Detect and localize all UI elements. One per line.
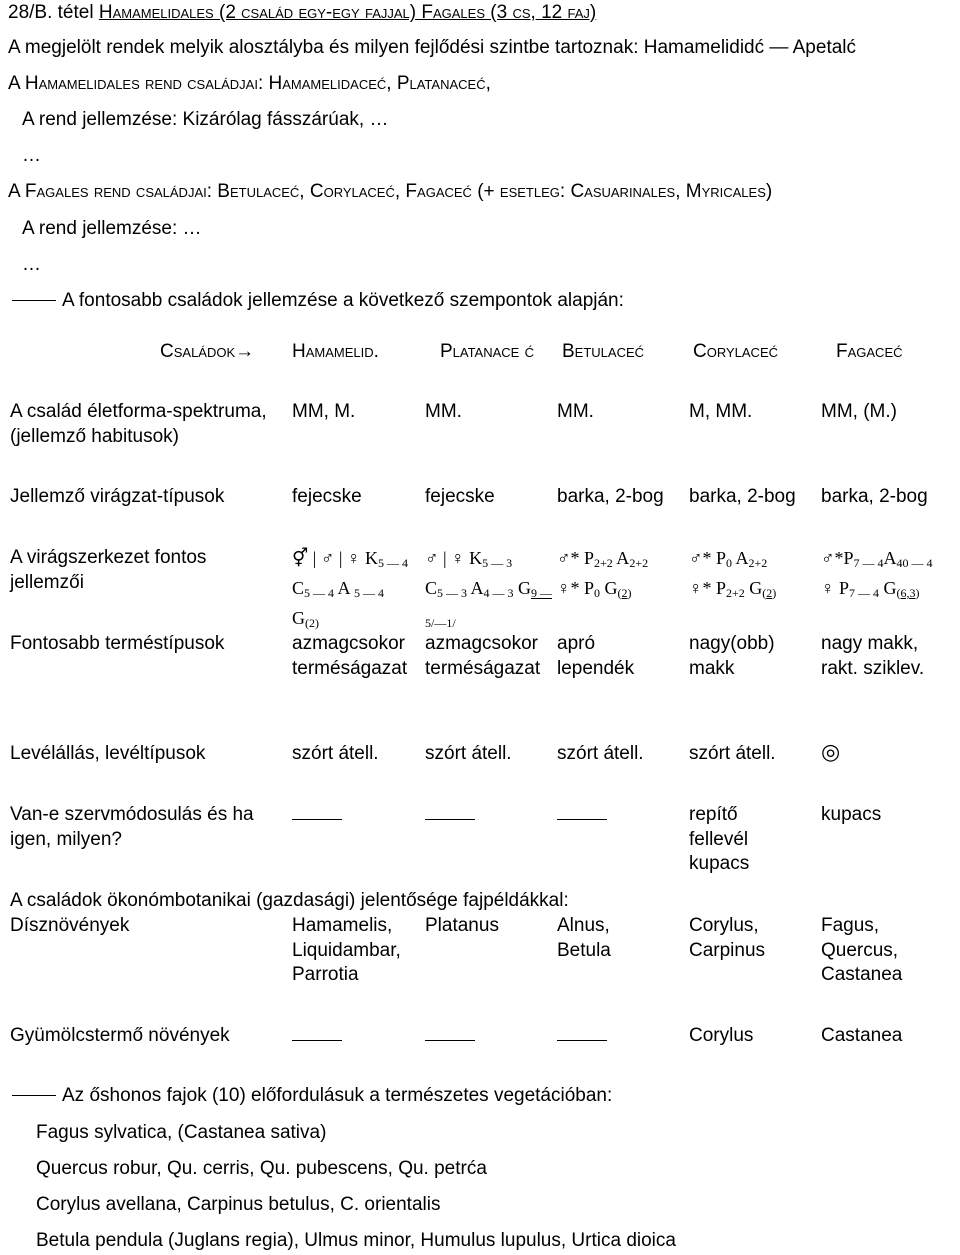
flower-formula: ♂* $P_{2+2}$ $A_{2+2}$ ♀* $P_0$ $G_{(2)}$ — [557, 548, 649, 600]
intro-line: … — [22, 254, 41, 275]
table-cell: Fagus, Quercus, Castanea — [821, 915, 903, 985]
spiral-icon: ◎ — [821, 739, 841, 764]
species-line: Quercus robur, Qu. cerris, Qu. pubescens, Qu. petrća — [36, 1158, 487, 1179]
table-cell: MM, M. — [292, 401, 356, 422]
row-label: Gyümölcstermő növények — [10, 1025, 230, 1046]
row-label: Van-e szervmódosulás és ha igen, milyen? — [10, 804, 254, 850]
table-cell: nagy(obb) makk — [689, 633, 775, 679]
table-cell: MM. — [557, 401, 594, 422]
table-cell: Corylus, Carpinus — [689, 915, 766, 961]
table-cell — [425, 1024, 475, 1049]
table-cell: M, MM. — [689, 401, 753, 422]
flower-formula: ♂ | ♀ $K_{5 — 3}$ $C_{5 — 3}$ $A_{4 — 3}$ $G_{9 —}$ $_{5/—1/}$ — [425, 548, 553, 630]
table-cell: barka, 2-bog — [689, 486, 796, 507]
dash-mark — [12, 300, 56, 301]
table-cell: azmagcsokor terméságazat — [425, 633, 541, 679]
table-cell: Corylus — [689, 1025, 754, 1046]
species-line: Fagus sylvatica, (Castanea sativa) — [36, 1122, 327, 1143]
table-cell: Alnus, Betula — [557, 915, 611, 961]
species-line: Corylus avellana, Carpinus betulus, C. orientalis — [36, 1194, 441, 1215]
column-header: Betulaceć — [562, 341, 645, 362]
table-cell: Hamamelis, Liquidambar, Parrotia — [292, 915, 401, 985]
native-title: Az őshonos fajok (10) előfordulásuk a természetes vegetációban: — [12, 1084, 612, 1108]
section-title: A családok ökonómbotanikai (gazdasági) jelentősége fajpéldákkal: — [10, 890, 569, 911]
table-cell: nagy makk, rakt. sziklev. — [821, 633, 925, 679]
row-label: Fontosabb terméstípusok — [10, 633, 225, 654]
table-cell — [292, 803, 342, 828]
intro-line: … — [22, 145, 41, 166]
column-header: Hamamelid. — [292, 341, 379, 362]
table-cell — [425, 803, 475, 828]
column-header: Fagaceć — [836, 341, 903, 362]
species-line: Betula pendula (Juglans regia), Ulmus minor, Humulus lupulus, Urtica dioica — [36, 1230, 676, 1251]
intro-line: A rend jellemzése: … — [22, 218, 202, 239]
table-cell: barka, 2-bog — [557, 486, 664, 507]
table-cell: Platanus — [425, 915, 499, 936]
table-cell: Castanea — [821, 1025, 903, 1046]
table-cell: szórt átell. — [557, 743, 644, 764]
row-label: A család életforma-spektruma, (jellemző habitusok) — [10, 401, 267, 447]
table-cell: MM. — [425, 401, 462, 422]
column-header: Corylaceć — [693, 341, 779, 362]
table-cell — [292, 1024, 342, 1049]
table-cell: fejecske — [292, 486, 362, 507]
table-cell: azmagcsokor terméságazat — [292, 633, 408, 679]
row-label: Dísznövények — [10, 915, 130, 936]
table-cell: szórt átell. — [292, 743, 379, 764]
table-cell: repítő fellevél kupacs — [689, 804, 750, 874]
table-cell: fejecske — [425, 486, 495, 507]
intro-line: A Fagales rend családjai: Betulaceć, Corylaceć, Fagaceć (+ esetleg: Casuarinales, Myricales) — [8, 181, 773, 202]
table-cell: szórt átell. — [689, 743, 776, 764]
intro-line: A megjelölt rendek melyik alosztályba és milyen fejlődési szintbe tartoznak: Hamamelididć — Apetalć — [8, 37, 857, 58]
dash-mark — [12, 1095, 56, 1096]
row-label: Levélállás, levéltípusok — [10, 743, 206, 764]
corner-label: Családok→ — [160, 341, 255, 362]
flower-formula: ⚥ | ♂ | ♀ $K_{5 — 4}$ $C_{5 — 4}$ A $_{5 — 4}$ $G_{(2)}$ — [292, 548, 408, 630]
intro-line: A Hamamelidales rend családjai: Hamamelidaceć, Platanaceć, — [8, 73, 491, 94]
item-title: Hamamelidales (2 család egy-egy fajjal) Fagales (3 cs, 12 faj) — [98, 2, 597, 23]
table-cell — [557, 803, 607, 828]
table-cell: barka, 2-bog — [821, 486, 928, 507]
row-label: Jellemző virágzat-típusok — [10, 486, 225, 507]
item-number: 28/B. tétel — [8, 2, 94, 23]
heading — [8, 1, 596, 25]
column-header: Platanace ć — [439, 341, 535, 362]
row-label: A virágszerkezet fontos jellemzői — [10, 547, 207, 593]
table-cell — [557, 1024, 607, 1049]
flower-formula: ♂* $P_0$ $A_{2+2}$ ♀* $P_{2+2}$ $G_{(2)}$ — [689, 548, 777, 600]
table-cell: apró lependék — [557, 633, 635, 679]
table-cell: kupacs — [821, 804, 882, 825]
flower-formula: $♂*P_{7 — 4}A_{40 — 4}$ ♀ $P_{7 — 4}$ $G_{(6,3)}$ — [821, 548, 933, 600]
intro-line: A fontosabb családok jellemzése a következő szempontok alapján: — [12, 289, 624, 313]
intro-line: A rend jellemzése: Kizárólag fásszárúak, … — [22, 109, 389, 130]
table-cell: szórt átell. — [425, 743, 512, 764]
table-cell: MM, (M.) — [821, 401, 897, 422]
